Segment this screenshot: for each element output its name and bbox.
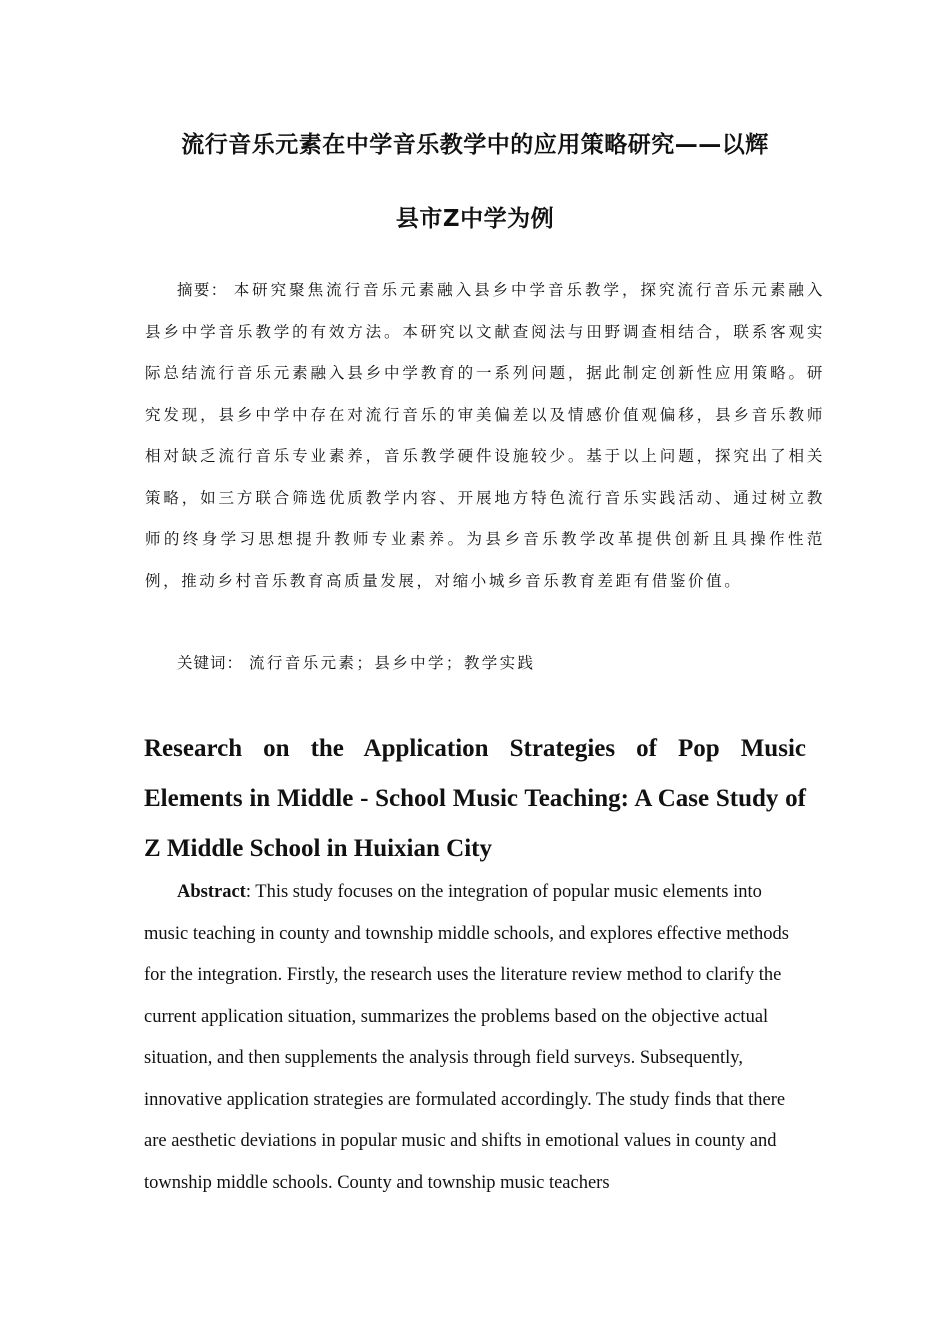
english-title: Research on the Application Strategies of Pop Music Elements in Middle - School Music Teaching: A Case Study of Z Middle School in Huixian City [144,735,806,862]
english-abstract [144,872,808,1204]
chinese-keywords-label: 关键词： [177,654,244,672]
chinese-abstract [145,270,825,602]
chinese-title-line-1: 流行音乐元素在中学音乐教学中的应用策略研究——以辉 [181,132,769,158]
chinese-keywords [145,648,825,678]
english-abstract-text: : This study focuses on the integration of popular music elements into music teaching in county and township middle schools, and explores effective methods for the integration. Firstly, the research uses the literature review method to clarify the current application situation, summarizes the problems based on the objective actual situation, and then supplements the analysis through field surveys. Subsequently, innovative application strategies are formulated accordingly. The study finds that there are aesthetic deviations in popular music and shifts in emotional values in county and township middle schools. County and township music teachers [144,882,789,1193]
chinese-abstract-label: 摘要： [177,281,228,299]
chinese-keywords-text: 流行音乐元素；县乡中学；教学实践 [249,654,536,672]
chinese-abstract-text: 本研究聚焦流行音乐元素融入县乡中学音乐教学，探究流行音乐元素融入县乡中学音乐教学的有效方法。本研究以文献查阅法与田野调查相结合，联系客观实际总结流行音乐元素融入县乡中学教育的一系列问题，据此制定创新性应用策略。研究发现，县乡中学中存在对流行音乐的审美偏差以及情感价值观偏移，县乡音乐教师相对缺乏流行音乐专业素养，音乐教学硬件设施较少。基于以上问题，探究出了相关策略，如三方联合筛选优质教学内容、开展地方特色流行音乐实践活动、通过树立教师的终身学习思想提升教师专业素养。为县乡音乐教学改革提供创新且具操作性范例，推动乡村音乐教育高质量发展，对缩小城乡音乐教育差距有借鉴价值。 [145,281,825,590]
chinese-title-line-2: 县市Z中学为例 [395,206,555,232]
english-abstract-label: Abstract [177,882,246,902]
